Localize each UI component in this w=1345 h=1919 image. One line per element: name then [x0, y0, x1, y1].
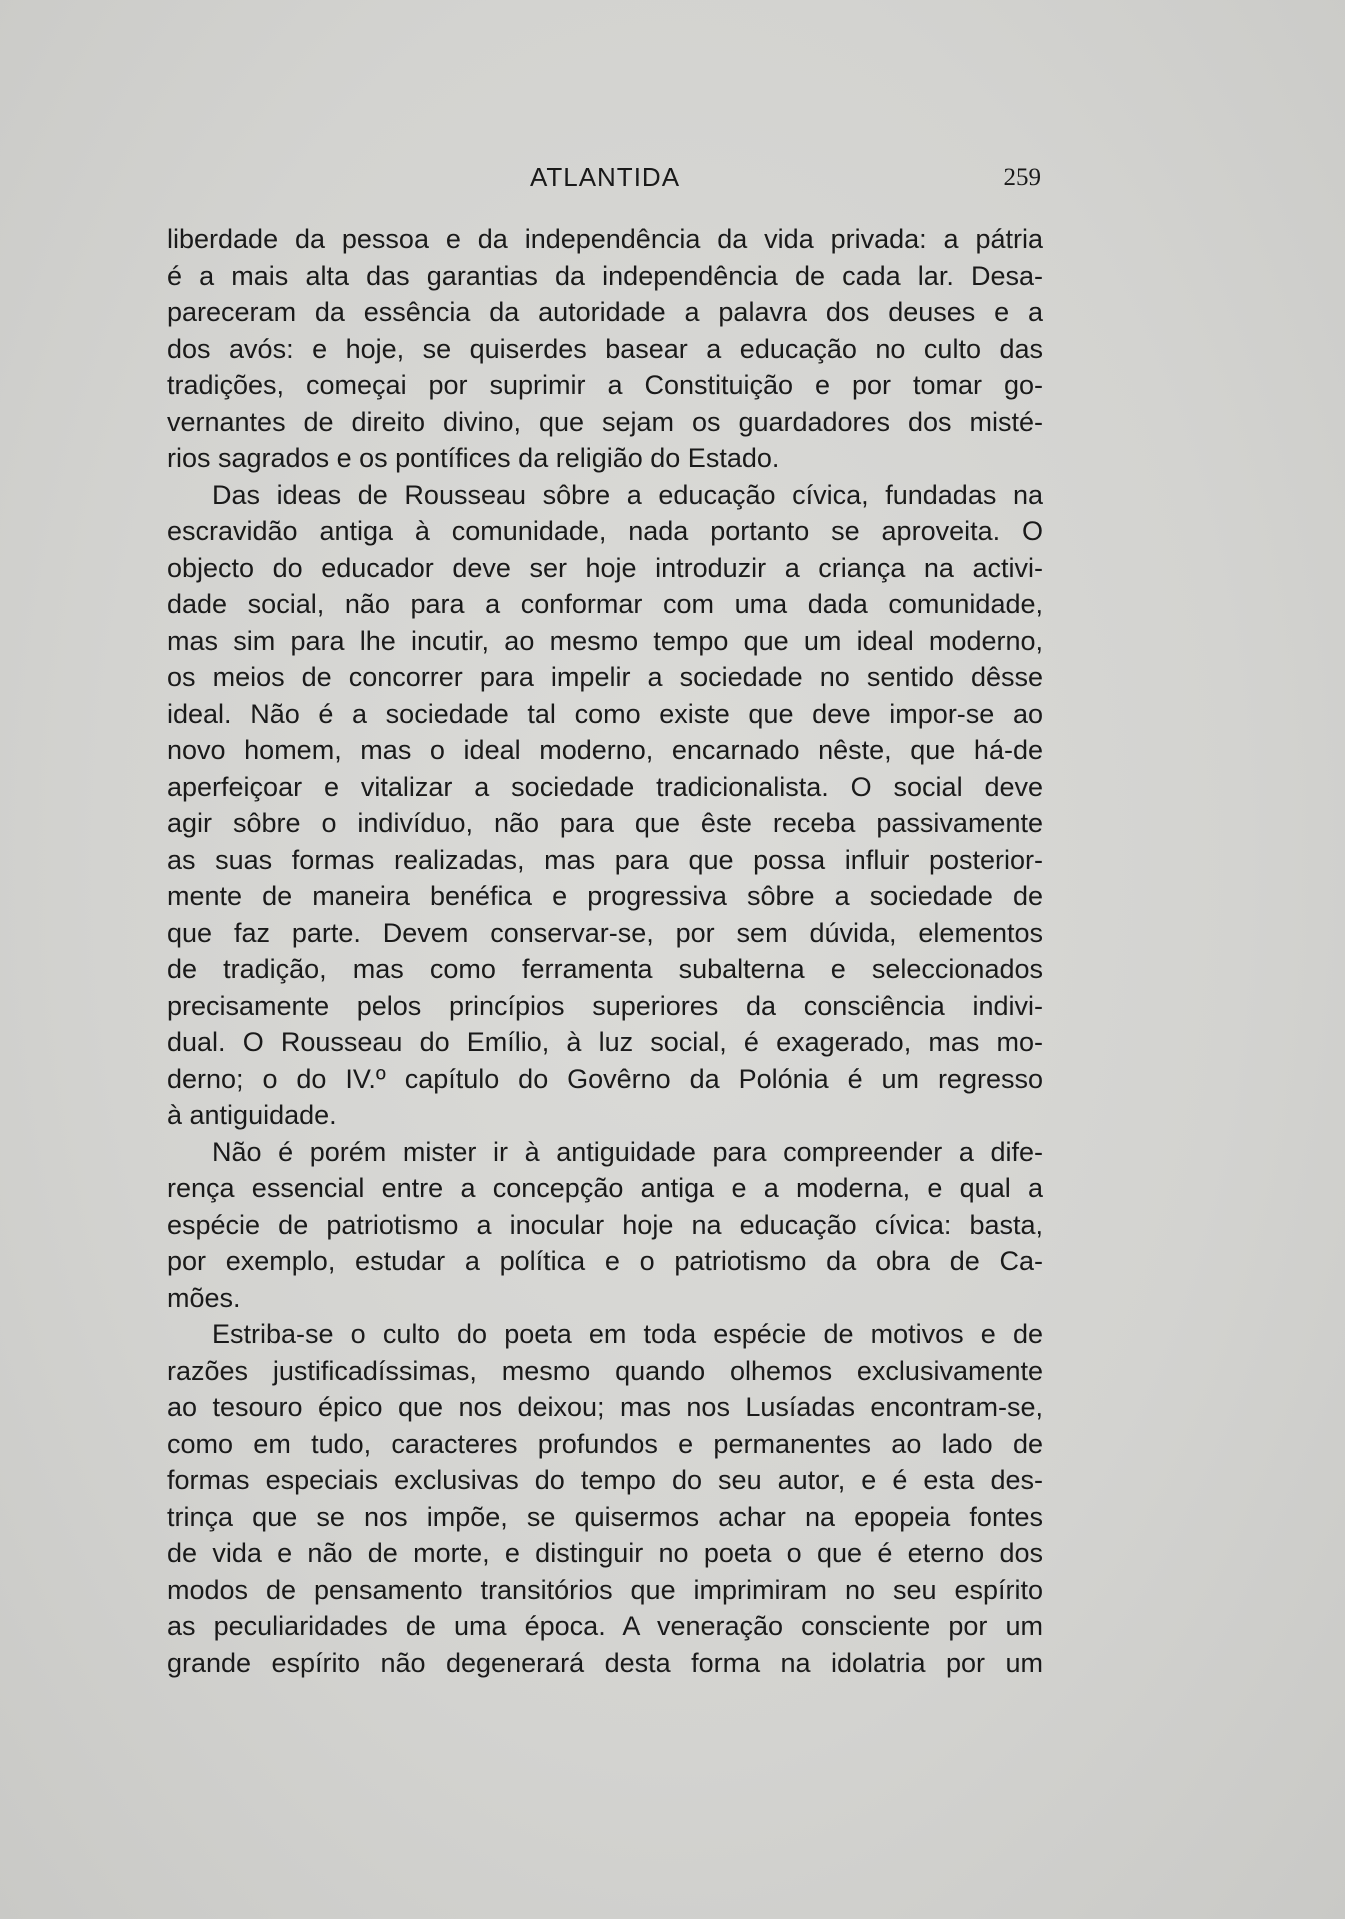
text-line: derno; o do IV.º capítulo do Govêrno da Polónia é um regresso [167, 1063, 1043, 1094]
page-number: 259 [1003, 164, 1041, 191]
text-line: objecto do educador deve ser hoje introduzir a criança na activi- [167, 552, 1043, 583]
text-line: que faz parte. Devem conservar-se, por sem dúvida, elementos [167, 917, 1043, 948]
text-line: mas sim para lhe incutir, ao mesmo tempo que um ideal moderno, [167, 625, 1043, 656]
text-line: tradições, começai por suprimir a Constituição e por tomar go- [167, 370, 1043, 400]
text-line: ao tesouro épico que nos deixou; mas nos Lusíadas encontram-se, [167, 1392, 1043, 1422]
text-line: grande espírito não degenerará desta forma na idolatria por um [167, 1647, 1043, 1678]
text-line: liberdade da pessoa e da independência da vida privada: a pátria [167, 224, 1043, 254]
text-line: precisamente pelos princípios superiores da consciência indivi- [167, 990, 1043, 1021]
text-line: Das ideas de Rousseau sôbre a educação cívica, fundadas na [212, 479, 1043, 510]
running-head [167, 158, 1043, 198]
text-line: os meios de concorrer para impelir a sociedade no sentido dêsse [167, 662, 1043, 692]
text-line: agir sôbre o indivíduo, não para que êste receba passivamente [167, 808, 1043, 838]
text-line: Não é porém mister ir à antiguidade para compreender a dife- [212, 1136, 1043, 1167]
text-line: ideal. Não é a sociedade tal como existe que deve impor-se ao [167, 698, 1043, 729]
text-line: razões justificadíssimas, mesmo quando olhemos exclusivamente [167, 1355, 1043, 1386]
text-line: as suas formas realizadas, mas para que possa influir posterior- [167, 844, 1043, 875]
text-line: é a mais alta das garantias da independência de cada lar. Desa- [167, 260, 1043, 291]
text-line: as peculiaridades de uma época. A veneração consciente por um [167, 1611, 1043, 1641]
text-line: aperfeiçoar e vitalizar a sociedade tradicionalista. O social deve [167, 771, 1043, 802]
text-line: como em tudo, caracteres profundos e permanentes ao lado de [167, 1428, 1043, 1459]
text-line: Estriba-se o culto do poeta em toda espécie de motivos e de [212, 1319, 1043, 1349]
text-line: mões. [167, 1282, 241, 1313]
text-line: dos avós: e hoje, se quiserdes basear a educação no culto das [167, 333, 1043, 364]
text-line: modos de pensamento transitórios que imprimiram no seu espírito [167, 1574, 1043, 1605]
text-line: trinça que se nos impõe, se quisermos achar na epopeia fontes [167, 1501, 1043, 1532]
text-line: rios sagrados e os pontífices da religião do Estado. [167, 443, 780, 473]
text-line: vernantes de direito divino, que sejam os guardadores dos misté- [167, 406, 1043, 437]
text-line: rença essencial entre a concepção antiga e a moderna, e qual a [167, 1173, 1043, 1203]
text-line: formas especiais exclusivas do tempo do seu autor, e é esta des- [167, 1465, 1043, 1495]
text-line: dade social, não para a conformar com uma dada comunidade, [167, 589, 1043, 619]
running-title: ATLANTIDA [529, 162, 681, 192]
text-line: dual. O Rousseau do Emílio, à luz social, é exagerado, mas mo- [167, 1027, 1043, 1057]
text-line: novo homem, mas o ideal moderno, encarnado nêste, que há-de [167, 735, 1043, 765]
text-line: de tradição, mas como ferramenta subalterna e seleccionados [167, 954, 1043, 984]
text-line: por exemplo, estudar a política e o patriotismo da obra de Ca- [167, 1246, 1043, 1276]
text-line: mente de maneira benéfica e progressiva sôbre a sociedade de [167, 881, 1043, 911]
text-line: pareceram da essência da autoridade a palavra dos deuses e a [167, 297, 1043, 327]
text-line: à antiguidade. [167, 1100, 337, 1130]
text-line: de vida e não de morte, e distinguir no poeta o que é eterno dos [167, 1538, 1043, 1568]
text-line: escravidão antiga à comunidade, nada portanto se aproveita. O [167, 516, 1043, 546]
body-text [167, 221, 1043, 1681]
text-line: espécie de patriotismo a inocular hoje na educação cívica: basta, [167, 1209, 1043, 1240]
